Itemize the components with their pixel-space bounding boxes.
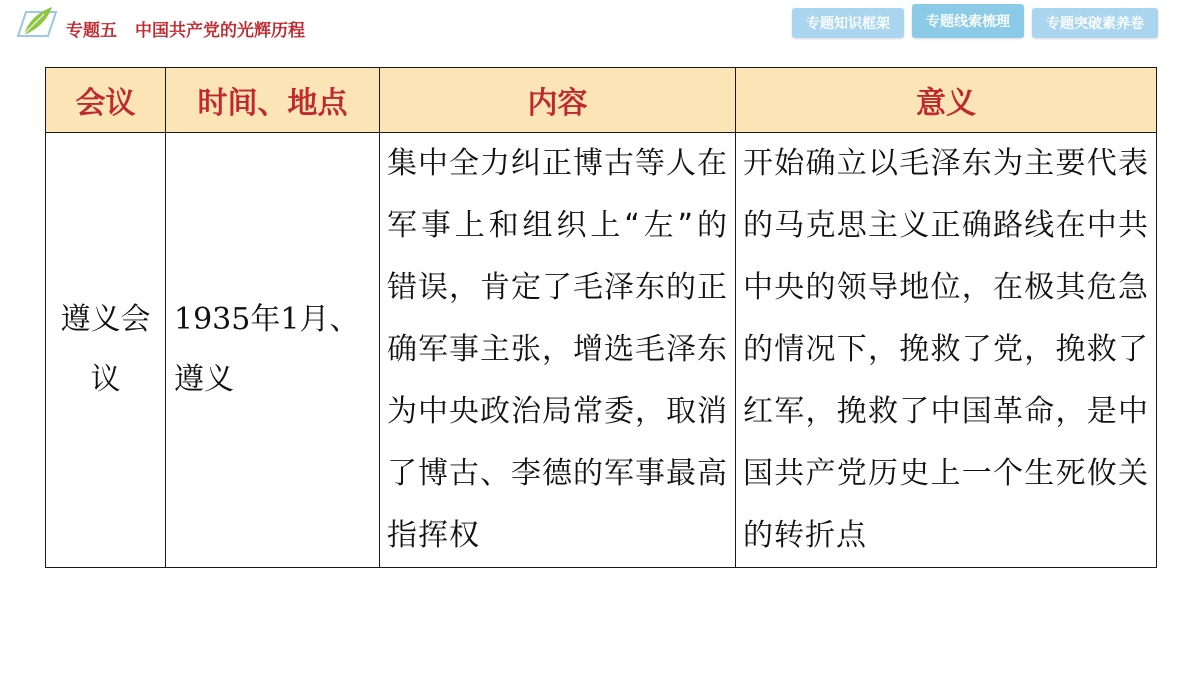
- table-header-row: [46, 68, 1157, 133]
- cell-time-place: 1935年1月、遵义: [166, 133, 380, 568]
- header-significance: 意义: [736, 68, 1157, 133]
- tab-clue-review[interactable]: 专题线索梳理: [912, 4, 1024, 38]
- tab-breakthrough-exam[interactable]: 专题突破素养卷: [1032, 8, 1158, 38]
- slide-header: [0, 0, 1200, 48]
- cell-significance: 开始确立以毛泽东为主要代表的马克思主义正确路线在中共中央的领导地位，在极其危急的情况下，挽救了党，挽救了红军，挽救了中国革命，是中国共产党历史上一个生死攸关的转折点: [736, 133, 1157, 568]
- topic-number: 专题五: [66, 21, 117, 41]
- topic-label: [66, 16, 305, 41]
- cell-content: 集中全力纠正博古等人在军事上和组织上“左”的错误，肯定了毛泽东的正确军事主张，增选毛泽东为中央政治局常委，取消了博古、李德的军事最高指挥权: [380, 133, 736, 568]
- header-meeting: 会议: [46, 68, 166, 133]
- feather-logo-icon: [14, 4, 58, 42]
- tab-knowledge-framework[interactable]: 专题知识框架: [792, 8, 904, 38]
- cell-meeting: 遵义会议: [46, 133, 166, 568]
- topic-title: 中国共产党的光辉历程: [135, 21, 305, 41]
- table-row: [46, 133, 1157, 568]
- header-time-place: 时间、地点: [166, 68, 380, 133]
- nav-tabs: [792, 8, 1158, 38]
- header-content: 内容: [380, 68, 736, 133]
- meeting-table: [45, 67, 1157, 568]
